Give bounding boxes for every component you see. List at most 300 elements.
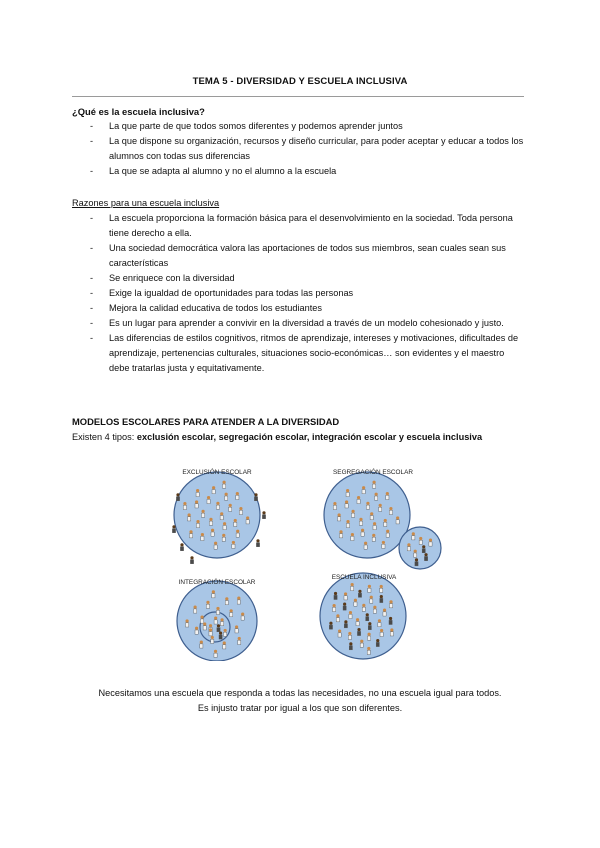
dash-marker: - [90, 136, 94, 146]
figure-head [224, 629, 227, 632]
figure-head [368, 585, 371, 588]
figure-head [344, 620, 347, 623]
figure-body [209, 632, 212, 636]
figure-body [346, 523, 349, 527]
figure-body [356, 622, 359, 626]
student-figure [256, 539, 259, 547]
figure-head [194, 606, 197, 609]
figure-body [389, 510, 392, 514]
figure-head [190, 556, 193, 559]
figure-head [195, 500, 198, 503]
figure-head [216, 502, 219, 505]
student-figure [333, 604, 336, 612]
student-figure [378, 619, 381, 627]
figure-head [201, 533, 204, 536]
student-figure [354, 599, 357, 607]
student-figure [200, 640, 203, 648]
student-figure [216, 607, 219, 615]
figure-head [382, 541, 385, 544]
figure-head [412, 532, 415, 535]
figure-head [354, 599, 357, 602]
figure-body [386, 533, 389, 537]
figure-body [380, 588, 383, 592]
figure-body [333, 607, 336, 611]
student-figure [172, 525, 175, 533]
figure-body [367, 636, 370, 640]
figure-body [201, 536, 204, 540]
list-item-text: La que se adapta al alumno y no el alumno a la escuela [109, 166, 337, 176]
figure-body [329, 625, 332, 629]
figure-head [372, 481, 375, 484]
student-figure [379, 504, 382, 512]
student-figure [367, 647, 370, 655]
dash-marker: - [90, 333, 94, 343]
list-item-text: Una sociedad democrática valora las aportaciones de todos sus miembros, sean cuales sean sus características [109, 243, 506, 268]
dash-marker: - [90, 213, 94, 223]
figure-body [390, 632, 393, 636]
figure-body [376, 642, 379, 646]
student-figure [407, 543, 410, 551]
student-figure [389, 507, 392, 515]
figure-head [235, 625, 238, 628]
figure-head [334, 592, 337, 595]
student-figure [380, 585, 383, 593]
figure-body [429, 542, 432, 546]
figure-head [223, 641, 226, 644]
figure-head [222, 534, 225, 537]
figure-body [338, 517, 341, 521]
figure-head [396, 516, 399, 519]
figure-body [236, 533, 239, 537]
student-figure [217, 624, 220, 632]
figure-body [344, 596, 347, 600]
figure-head [185, 619, 188, 622]
figure-body [236, 495, 239, 499]
figure-head [362, 604, 365, 607]
dash-marker: - [90, 166, 94, 176]
figure-head [196, 520, 199, 523]
student-figure [214, 616, 217, 624]
student-figure [357, 628, 360, 636]
figure-body [195, 630, 198, 634]
figure-body [214, 620, 217, 624]
figure-head [368, 622, 371, 625]
student-figure [414, 550, 417, 558]
student-figure [176, 493, 179, 501]
figure-head [357, 628, 360, 631]
figure-head [176, 493, 179, 496]
figure-body [196, 523, 199, 527]
figure-body [188, 517, 191, 521]
student-figure [339, 530, 342, 538]
student-figure [216, 502, 219, 510]
figure-body [339, 534, 342, 538]
figure-head [172, 525, 175, 528]
student-figure [389, 600, 392, 608]
figure-body [230, 613, 233, 617]
school-models-illustration [160, 458, 445, 661]
student-figure [194, 606, 197, 614]
figure-body [424, 556, 427, 560]
figure-head [338, 629, 341, 632]
figure-head [389, 617, 392, 620]
figure-body [378, 623, 381, 627]
student-figure [212, 590, 215, 598]
figure-head [367, 633, 370, 636]
figure-body [225, 496, 228, 500]
figure-head [424, 553, 427, 556]
student-figure [225, 493, 228, 501]
figure-head [206, 601, 209, 604]
figure-head [246, 516, 249, 519]
integration-label: INTEGRACIÓN ESCOLAR [178, 579, 256, 586]
figure-body [217, 628, 220, 632]
figure-head [380, 629, 383, 632]
school-models-figure [160, 458, 445, 661]
figure-body [183, 505, 186, 509]
student-figure [223, 522, 226, 530]
figure-head [389, 600, 392, 603]
figure-body [375, 496, 378, 500]
student-figure [200, 616, 203, 624]
figure-body [219, 635, 222, 639]
section-heading-reasons: Razones para una escuela inclusiva [72, 198, 220, 208]
figure-head [229, 504, 232, 507]
student-figure [345, 500, 348, 508]
student-figure [241, 613, 244, 621]
figure-body [338, 633, 341, 637]
student-figure [366, 502, 369, 510]
student-figure [412, 532, 415, 540]
student-figure [356, 618, 359, 626]
figure-body [362, 490, 365, 494]
figure-body [206, 604, 209, 608]
figure-body [380, 598, 383, 602]
list-item [72, 134, 524, 164]
figure-body [368, 626, 371, 630]
figure-body [358, 593, 361, 597]
student-figure [429, 539, 432, 547]
student-figure [415, 558, 418, 566]
student-figure [211, 636, 214, 644]
figure-body [200, 619, 203, 623]
figure-head [232, 541, 235, 544]
student-figure [380, 595, 383, 603]
student-figure [232, 541, 235, 549]
figure-head [384, 519, 387, 522]
student-figure [370, 596, 373, 604]
student-figure [225, 597, 228, 605]
list-item [72, 286, 524, 301]
student-figure [336, 614, 339, 622]
list-item-text: La que dispone su organización, recursos y diseño curricular, para poder aceptar y educar a todos los alumnos con todas sus diferencias [109, 136, 524, 161]
figure-head [256, 539, 259, 542]
figure-head [356, 618, 359, 621]
models-intro [72, 432, 482, 442]
figure-body [367, 650, 370, 654]
student-figure [338, 629, 341, 637]
segregation-label: SEGREGACIÓN ESCOLAR [333, 469, 413, 476]
figure-body [379, 507, 382, 511]
figure-body [383, 612, 386, 616]
student-figure [359, 518, 362, 526]
figure-head [222, 481, 225, 484]
student-figure [214, 542, 217, 550]
figure-body [345, 504, 348, 508]
figure-head [357, 496, 360, 499]
figure-body [214, 653, 217, 657]
student-figure [383, 608, 386, 616]
figure-head [225, 493, 228, 496]
list-item-text: Las diferencias de estilos cognitivos, ritmos de aprendizaje, intereses y motivaciones, dificultades de aprendizaje, pertenencias culturales, situaciones socio-económicas… son evidentes y el maestro debe tratarlas justa y equitativamente. [109, 333, 519, 373]
student-figure [211, 529, 214, 537]
figure-head [360, 640, 363, 643]
figure-body [334, 595, 337, 599]
figure-head [262, 511, 265, 514]
student-figure [207, 496, 210, 504]
figure-body [360, 643, 363, 647]
figure-body [361, 532, 364, 536]
figure-head [209, 628, 212, 631]
figure-head [212, 590, 215, 593]
figure-body [207, 499, 210, 503]
figure-body [220, 516, 223, 520]
figure-head [236, 492, 239, 495]
figure-head [383, 608, 386, 611]
figure-body [351, 536, 354, 540]
student-figure [382, 541, 385, 549]
student-figure [362, 486, 365, 494]
student-figure [384, 519, 387, 527]
figure-body [368, 588, 371, 592]
student-figure [373, 606, 376, 614]
figure-body [343, 606, 346, 610]
student-figure [422, 545, 425, 553]
figure-body [359, 521, 362, 525]
student-figure [214, 650, 217, 658]
list-item [72, 316, 524, 331]
figure-head [196, 489, 199, 492]
figure-head [414, 550, 417, 553]
figure-head [211, 636, 214, 639]
figure-head [351, 510, 354, 513]
student-figure [329, 622, 332, 630]
figure-body [354, 602, 357, 606]
figure-head [209, 518, 212, 521]
figure-body [366, 617, 369, 621]
figure-head [200, 616, 203, 619]
figure-body [372, 484, 375, 488]
student-figure [230, 609, 233, 617]
student-figure [364, 542, 367, 550]
student-figure [188, 513, 191, 521]
figure-body [382, 544, 385, 548]
student-figure [196, 520, 199, 528]
figure-head [422, 545, 425, 548]
student-figure [189, 530, 192, 538]
figure-body [256, 543, 259, 547]
figure-head [390, 628, 393, 631]
figure-head [238, 637, 241, 640]
figure-head [359, 518, 362, 521]
student-figure [368, 585, 371, 593]
figure-body [346, 492, 349, 496]
figure-head [378, 619, 381, 622]
figure-body [336, 618, 339, 622]
figure-head [373, 606, 376, 609]
student-figure [212, 486, 215, 494]
figure-head [364, 542, 367, 545]
figure-body [262, 515, 265, 519]
student-figure [367, 633, 370, 641]
student-figure [349, 642, 352, 650]
figure-head [201, 510, 204, 513]
title-divider [72, 96, 524, 97]
figure-body [373, 525, 376, 529]
figure-body [380, 632, 383, 636]
student-figure [338, 513, 341, 521]
figure-body [229, 507, 232, 511]
figure-head [333, 502, 336, 505]
dash-marker: - [90, 318, 94, 328]
figure-body [172, 529, 175, 533]
figure-head [254, 493, 257, 496]
figure-head [361, 529, 364, 532]
figure-head [189, 530, 192, 533]
list-item [72, 331, 524, 376]
student-figure [343, 603, 346, 611]
dash-marker: - [90, 303, 94, 313]
list-item [72, 211, 524, 241]
figure-head [389, 507, 392, 510]
figure-head [239, 507, 242, 510]
figure-head [195, 627, 198, 630]
student-figure [209, 518, 212, 526]
figure-head [214, 616, 217, 619]
student-figure [234, 519, 237, 527]
dash-marker: - [90, 243, 94, 253]
figure-body [196, 492, 199, 496]
student-figure [223, 641, 226, 649]
figure-body [200, 644, 203, 648]
figure-body [384, 522, 387, 526]
figure-body [366, 505, 369, 509]
figure-head [386, 530, 389, 533]
figure-body [389, 604, 392, 608]
list-item [72, 119, 524, 134]
figure-body [370, 516, 373, 520]
figure-body [351, 586, 354, 590]
student-figure [236, 492, 239, 500]
student-figure [229, 504, 232, 512]
figure-body [224, 632, 227, 636]
figure-body [225, 601, 228, 605]
figure-body [349, 614, 352, 618]
student-figure [222, 481, 225, 489]
figure-body [195, 504, 198, 508]
student-figure [224, 629, 227, 637]
student-figure [368, 622, 371, 630]
student-figure [196, 489, 199, 497]
figure-body [222, 484, 225, 488]
student-figure [180, 543, 183, 551]
exclusion-label: EXCLUSIÓN ESCOLAR [182, 469, 252, 476]
student-figure [222, 534, 225, 542]
figure-body [237, 600, 240, 604]
student-figure [386, 492, 389, 500]
figure-head [220, 512, 223, 515]
figure-body [222, 537, 225, 541]
figure-head [370, 512, 373, 515]
list-item [72, 301, 524, 316]
student-figure [238, 637, 241, 645]
figure-body [209, 521, 212, 525]
student-figure [362, 604, 365, 612]
figure-head [241, 613, 244, 616]
figure-body [372, 537, 375, 541]
student-figure [344, 620, 347, 628]
list-item [72, 241, 524, 271]
figure-head [429, 539, 432, 542]
student-figure [351, 583, 354, 591]
figure-body [246, 520, 249, 524]
student-figure [372, 534, 375, 542]
figure-body [396, 520, 399, 524]
figure-head [220, 618, 223, 621]
figure-head [373, 522, 376, 525]
student-figure [419, 537, 422, 545]
figure-body [344, 624, 347, 628]
student-figure [206, 601, 209, 609]
figure-body [415, 562, 418, 566]
student-figure [203, 622, 206, 630]
figure-head [380, 585, 383, 588]
figure-body [362, 607, 365, 611]
student-figure [185, 619, 188, 627]
figure-head [367, 647, 370, 650]
list-item-text: Exige la igualdad de oportunidades para todas las personas [109, 288, 354, 298]
figure-head [180, 543, 183, 546]
student-figure [220, 512, 223, 520]
student-figure [370, 512, 373, 520]
figure-body [185, 623, 188, 627]
student-figure [195, 627, 198, 635]
figure-head [234, 519, 237, 522]
figure-body [211, 532, 214, 536]
figure-body [220, 622, 223, 626]
figure-head [223, 522, 226, 525]
list-item-text: La que parte de que todos somos diferentes y podemos aprender juntos [109, 121, 403, 131]
student-figure [209, 628, 212, 636]
figure-body [349, 646, 352, 650]
student-figure [386, 530, 389, 538]
figure-head [339, 530, 342, 533]
section-heading-models: MODELOS ESCOLARES PARA ATENDER A LA DIVERSIDAD [72, 416, 340, 427]
figure-body [333, 505, 336, 509]
figure-body [176, 497, 179, 501]
student-figure [220, 618, 223, 626]
figure-head [236, 530, 239, 533]
figure-head [346, 520, 349, 523]
student-figure [262, 511, 265, 519]
dash-marker: - [90, 288, 94, 298]
figure-head [375, 493, 378, 496]
figure-body [241, 616, 244, 620]
figure-body [414, 553, 417, 557]
student-figure [373, 522, 376, 530]
figure-head [343, 603, 346, 606]
figure-body [232, 544, 235, 548]
